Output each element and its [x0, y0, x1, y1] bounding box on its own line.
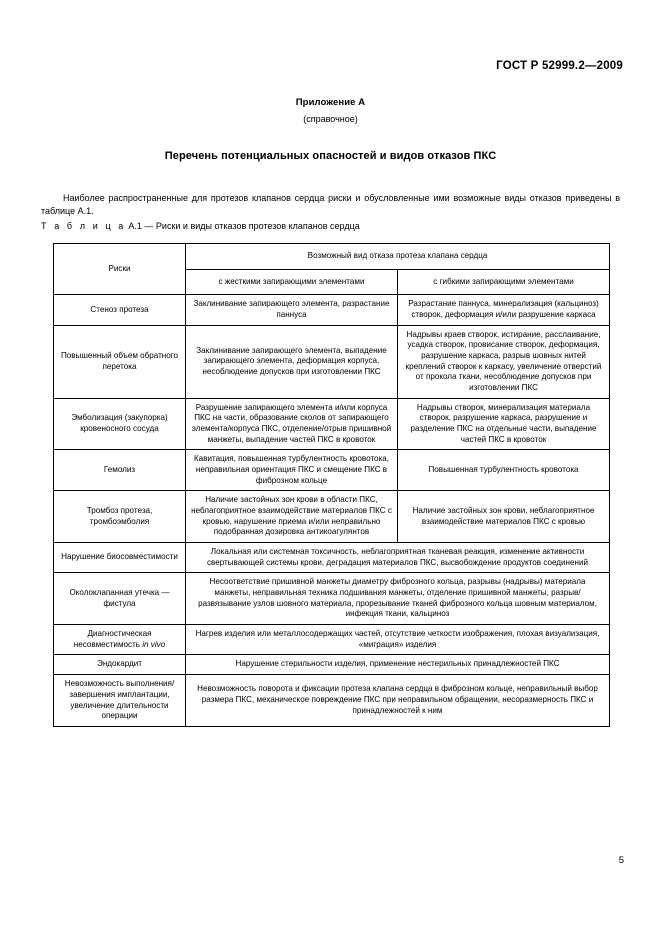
table-row: [54, 295, 610, 325]
column-header-flexible-elements: с гибкими запирающими элементами: [398, 269, 610, 295]
failure-flexible: Повышенная турбулентность кровотока: [398, 450, 610, 491]
risk-name: Эндокардит: [54, 655, 186, 675]
risk-name: Повышенный объем обратного перетока: [54, 325, 186, 398]
failure-rigid: Заклинивание запирающего элемента, разрастание паннуса: [186, 295, 398, 325]
failure-rigid: Кавитация, повышенная турбулентность кровотока, неправильная ориентация ПКС и смещение ПКС в фиброзном кольце: [186, 450, 398, 491]
table-header-row-primary: [54, 244, 610, 270]
table-row: [54, 398, 610, 450]
table-caption-text: А.1 — Риски и виды отказов протезов клапанов сердца: [128, 221, 360, 231]
annex-kind: (справочное): [303, 114, 358, 124]
page-title: Перечень потенциальных опасностей и видов отказов ПКС: [164, 150, 497, 162]
risk-name: Тромбоз протеза, тромбоэмболия: [54, 491, 186, 543]
table-row: [54, 491, 610, 543]
failure-flexible: Наличие застойных зон крови, неблагоприятное взаимодействие материалов ПКС с кровью: [398, 491, 610, 543]
risk-name: Нарушение биосовместимости: [54, 543, 186, 573]
document-header-standard-number: ГОСТ Р 52999.2—2009: [496, 60, 623, 72]
risk-name: Эмболизация (закупорка) кровеносного сосуда: [54, 398, 186, 450]
table-header: [54, 244, 610, 295]
table-body: [54, 295, 610, 727]
annex-name: Приложение А: [295, 97, 366, 108]
failure-rigid: Заклинивание запирающего элемента, выпадение запирающего элемента, деформация корпуса, несоблюдение допусков при изготовлении ПКС: [186, 325, 398, 398]
table-caption: [41, 221, 360, 231]
failure-flexible: Надрывы створок, минерализация материала створок, разрушение каркаса, разрушение и разделение ПКС на отдельные части, выпадение частей ПКС в кровоток: [398, 398, 610, 450]
table-row: [54, 625, 610, 655]
risk-name-text: Диагностическая несовместимость: [73, 629, 152, 649]
column-header-rigid-elements: с жесткими запирающими элементами: [186, 269, 398, 295]
failure-combined: Локальная или системная токсичность, неблагоприятная тканевая реакция, изменение активности свертывающей системы крови, деградация материалов ПКС, высвобождение продуктов соединений: [186, 543, 610, 573]
table-row: [54, 675, 610, 727]
failure-combined: Невозможность поворота и фиксации протеза клапана сердца в фиброзном кольце, неправильный выбор размера ПКС, механическое повреждение ПКС при неправильном обращении, несоразмерность ПКС и принадлежностей к ним: [186, 675, 610, 727]
annex-title-block: [0, 97, 661, 124]
table-row: [54, 573, 610, 625]
risks-and-failures-table: [53, 243, 610, 727]
risk-name: Невозможность выполнения/завершения имплантации, увеличение длительности операции: [54, 675, 186, 727]
failure-combined: Нагрев изделия или металлосодержащих частей, отсутствие четкости изображения, плохая визуализация, «миграция» изделия: [186, 625, 610, 655]
failure-flexible: Разрастание паннуса, минерализация (кальциноз) створок, деформация и/или разрушение каркаса: [398, 295, 610, 325]
column-header-failure-group: Возможный вид отказа протеза клапана сердца: [186, 244, 610, 270]
failure-combined: Несоответствие пришивной манжеты диаметру фиброзного кольца, разрывы (надрывы) материала манжеты, неправильная техника подшивания манжеты, отделение пришивной манжеты, разрыв/развязывание узлов шовного материала, прорезывание тканей фиброзного кольца шовным материалом, инфекция ткани, кальциноз: [186, 573, 610, 625]
failure-rigid: Разрушение запирающего элемента и/или корпуса ПКС на части, образование сколов от запирающего элемента/корпуса ПКС, отделение/отрыв пришивной манжеты, выпадение частей ПКС в кровоток: [186, 398, 398, 450]
risk-name-latin-term: in vivo: [142, 639, 166, 649]
page-number: 5: [618, 855, 624, 866]
risk-name: Гемолиз: [54, 450, 186, 491]
intro-paragraph: Наиболее распространенные для протезов клапанов сердца риски и обусловленные ими возможные виды отказов приведены в таблице А.1.: [41, 193, 620, 217]
failure-flexible: Надрывы краев створок, истирание, расслаивание, усадка створок, провисание створок, деформация, разрушение каркаса, разрыв шовных нитей креплений створок к каркасу, увеличение отверстий от прокола ткани, несоблюдение допусков при изготовлении ПКС: [398, 325, 610, 398]
column-header-risks: Риски: [54, 244, 186, 295]
table-caption-label: Т а б л и ц а: [41, 221, 126, 231]
table-row: [54, 543, 610, 573]
table-row: [54, 450, 610, 491]
table-row: [54, 325, 610, 398]
failure-rigid: Наличие застойных зон крови в области ПКС, неблагоприятное взаимодействие материалов ПКС с кровью, нарушение приема и/или неправильно подобранная дозировка антикоагулянтов: [186, 491, 398, 543]
table-row: [54, 655, 610, 675]
risk-name: [54, 625, 186, 655]
failure-combined: Нарушение стерильности изделия, применение нестерильных принадлежностей ПКС: [186, 655, 610, 675]
risk-name: Стеноз протеза: [54, 295, 186, 325]
risk-name: Околоклапанная утечка — фистула: [54, 573, 186, 625]
